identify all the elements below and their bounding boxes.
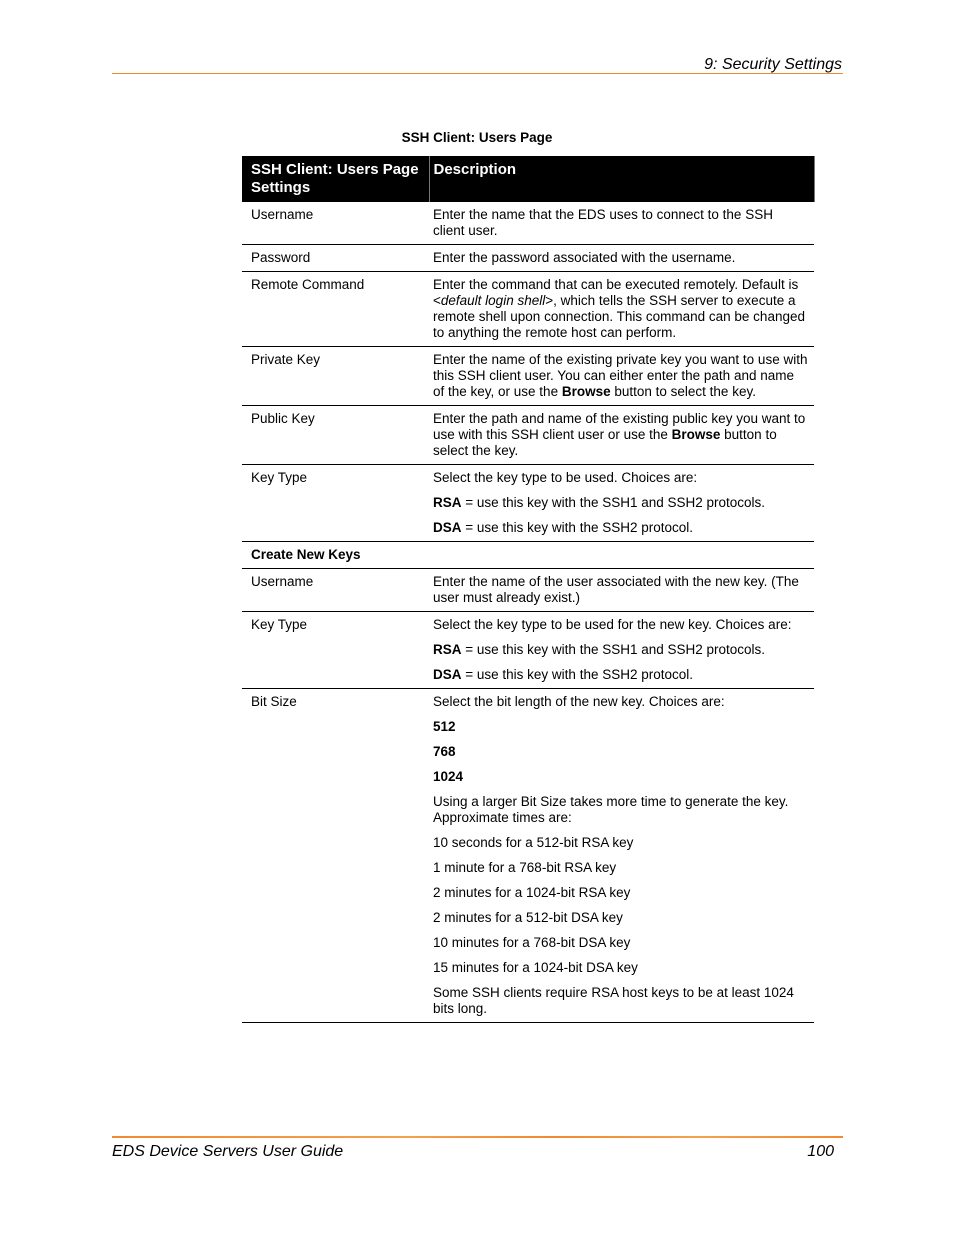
setting-label: Private Key [242,347,429,406]
default-shell-term: default login shell [440,293,546,308]
description-column-header: Description [429,156,814,202]
setting-description: Enter the command that can be executed remotely. Default is <default login shell>, which tells the SSH server to execute a remote shell upon connection. This command can be changed to anything the remote host can perform. [429,272,814,347]
page-number: 100 [807,1143,834,1160]
setting-description: Enter the name that the EDS uses to connect to the SSH client user. [429,202,814,245]
table-caption: SSH Client: Users Page [401,130,553,145]
browse-term: Browse [561,384,611,399]
header-rule [112,73,843,74]
setting-description: Enter the name of the existing private key you want to use with this SSH client user. You can either enter the path and name of the key, or use the Browse button to select the key. [429,347,814,406]
bit-size-choice: 512 [433,719,456,734]
setting-label: Remote Command [242,272,429,347]
table-row-remote-command [242,272,814,347]
table-row-bit-size [242,689,814,1023]
bit-size-choice: 768 [433,744,456,759]
table-row-new-key-type [242,612,814,689]
setting-label: Username [242,569,429,612]
generation-time: 2 minutes for a 1024-bit RSA key [433,885,631,900]
browse-term: Browse [671,427,721,442]
table-row-create-new-keys [242,542,814,569]
table-header-row [242,156,814,202]
setting-description: Enter the name of the user associated with the new key. (The user must already exist.) [429,569,814,612]
setting-description: Enter the password associated with the username. [429,245,814,272]
generation-time: 1 minute for a 768-bit RSA key [433,860,617,875]
section-label: Create New Keys [242,542,429,569]
settings-table [242,156,815,1023]
generation-time: 10 minutes for a 768-bit DSA key [433,935,631,950]
generation-time: 2 minutes for a 512-bit DSA key [433,910,623,925]
setting-label: Public Key [242,406,429,465]
setting-description: Select the key type to be used. Choices are: RSA = use this key with the SSH1 and SSH2 protocols. DSA = use this key with the SSH2 protocol. [429,465,814,542]
generation-time: 10 seconds for a 512-bit RSA key [433,835,634,850]
settings-column-header: SSH Client: Users Page Settings [242,156,429,202]
setting-label: Key Type [242,612,429,689]
setting-label: Username [242,202,429,245]
setting-label: Password [242,245,429,272]
table-row-password [242,245,814,272]
setting-description: Select the bit length of the new key. Choices are: 512 768 1024 Using a larger Bit Size takes more time to generate the key. Approximate times are: 10 seconds for a 512-bit RSA key 1 minute for a 768-bit RSA key 2 minutes for a 1024-bit RSA key 2 minutes for a 512-bit DSA key 10 minutes for a 768-bit DSA key 15 minutes for a 1024-bit DSA key Some SSH clients require RSA host keys to be at least 1024 bits long. [429,689,814,1023]
document-title: EDS Device Servers User Guide [112,1143,344,1160]
section-title: 9: Security Settings [704,56,842,73]
empty-cell [429,542,814,569]
table-row-key-type [242,465,814,542]
footer-rule [112,1136,843,1138]
table-row-private-key [242,347,814,406]
bit-size-choice: 1024 [433,769,464,784]
setting-description: Enter the path and name of the existing public key you want to use with this SSH client user or use the Browse button to select the key. [429,406,814,465]
setting-description: Select the key type to be used for the new key. Choices are: RSA = use this key with the SSH1 and SSH2 protocols. DSA = use this key with the SSH2 protocol. [429,612,814,689]
setting-label: Key Type [242,465,429,542]
generation-time: 15 minutes for a 1024-bit DSA key [433,960,638,975]
table-row-public-key [242,406,814,465]
table-row-username [242,202,814,245]
table-row-new-username [242,569,814,612]
setting-label: Bit Size [242,689,429,1023]
